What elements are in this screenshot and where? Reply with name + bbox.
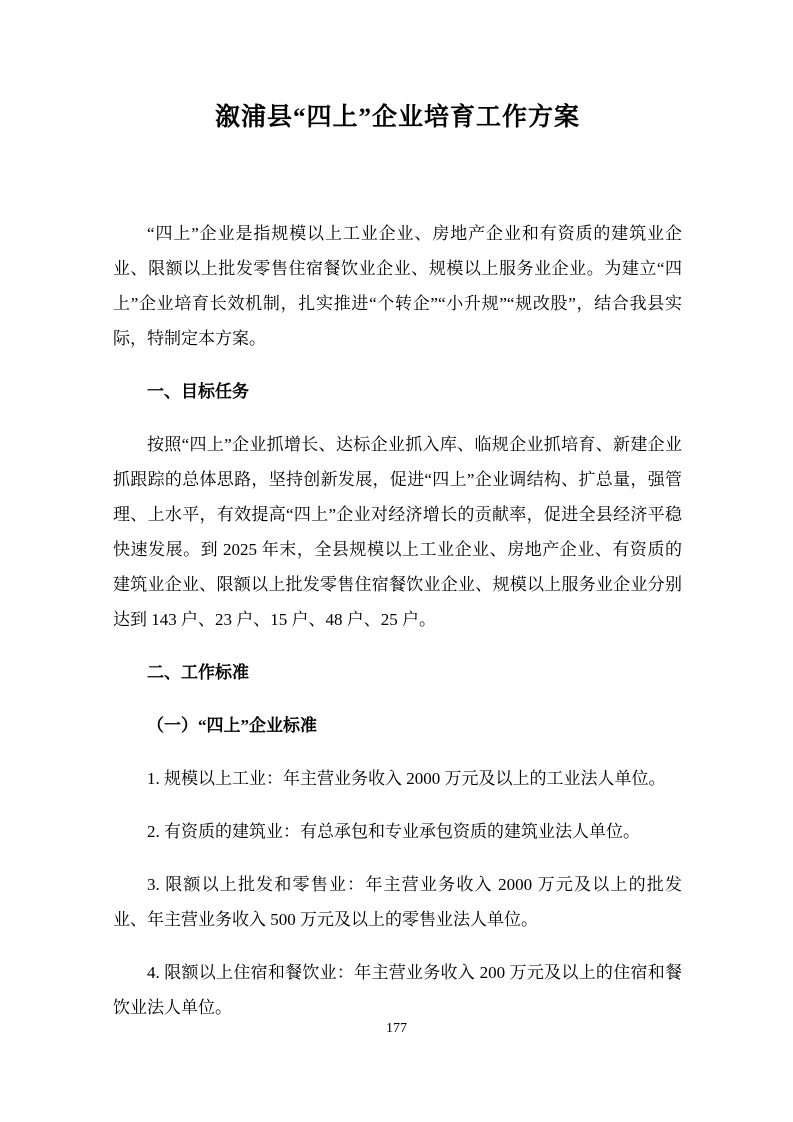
intro-paragraph: “四上”企业是指规模以上工业企业、房地产企业和有资质的建筑业企业、限额以上批发零售住宿餐饮业企业、规模以上服务业企业。为建立“四上”企业培育长效机制，扎实推进“个转企”“小升规”“规改股”，结合我县实际，特制定本方案。 [113, 224, 682, 348]
standard-item-industry: 1. 规模以上工业：年主营业务收入 2000 万元及以上的工业法人单位。 [147, 769, 666, 788]
standard-item-wholesale-retail: 3. 限额以上批发和零售业：年主营业务收入 2000 万元及以上的批发业、年主营业务收入 500 万元及以上的零售业法人单位。 [113, 875, 682, 929]
goals-paragraph: 按照“四上”企业抓增长、达标企业抓入库、临规企业抓培育、新建企业抓跟踪的总体思路，坚持创新发展，促进“四上”企业调结构、扩总量，强管理、上水平，有效提高“四上”企业对经济增长的贡献率，促进全县经济平稳快速发展。到 2025 年末，全县规模以上工业企业、房地产企业、有资质的建筑业企业、限额以上批发零售住宿餐饮业企业、规模以上服务业企业分别达到 143 户、23 户、15 户、48 户、25 户。 [113, 435, 682, 629]
subsection-heading-enterprise-standards: （一）“四上”企业标准 [147, 716, 317, 735]
document-title: 溆浦县“四上”企业培育工作方案 [214, 104, 580, 131]
section-heading-standards: 二、工作标准 [147, 663, 249, 682]
page-number: 177 [386, 1021, 407, 1036]
section-heading-goals: 一、目标任务 [147, 382, 249, 401]
standard-item-construction: 2. 有资质的建筑业：有总承包和专业承包资质的建筑业法人单位。 [147, 822, 640, 841]
standard-item-hotel-catering: 4. 限额以上住宿和餐饮业：年主营业务收入 200 万元及以上的住宿和餐饮业法人单位。 [113, 963, 682, 1017]
